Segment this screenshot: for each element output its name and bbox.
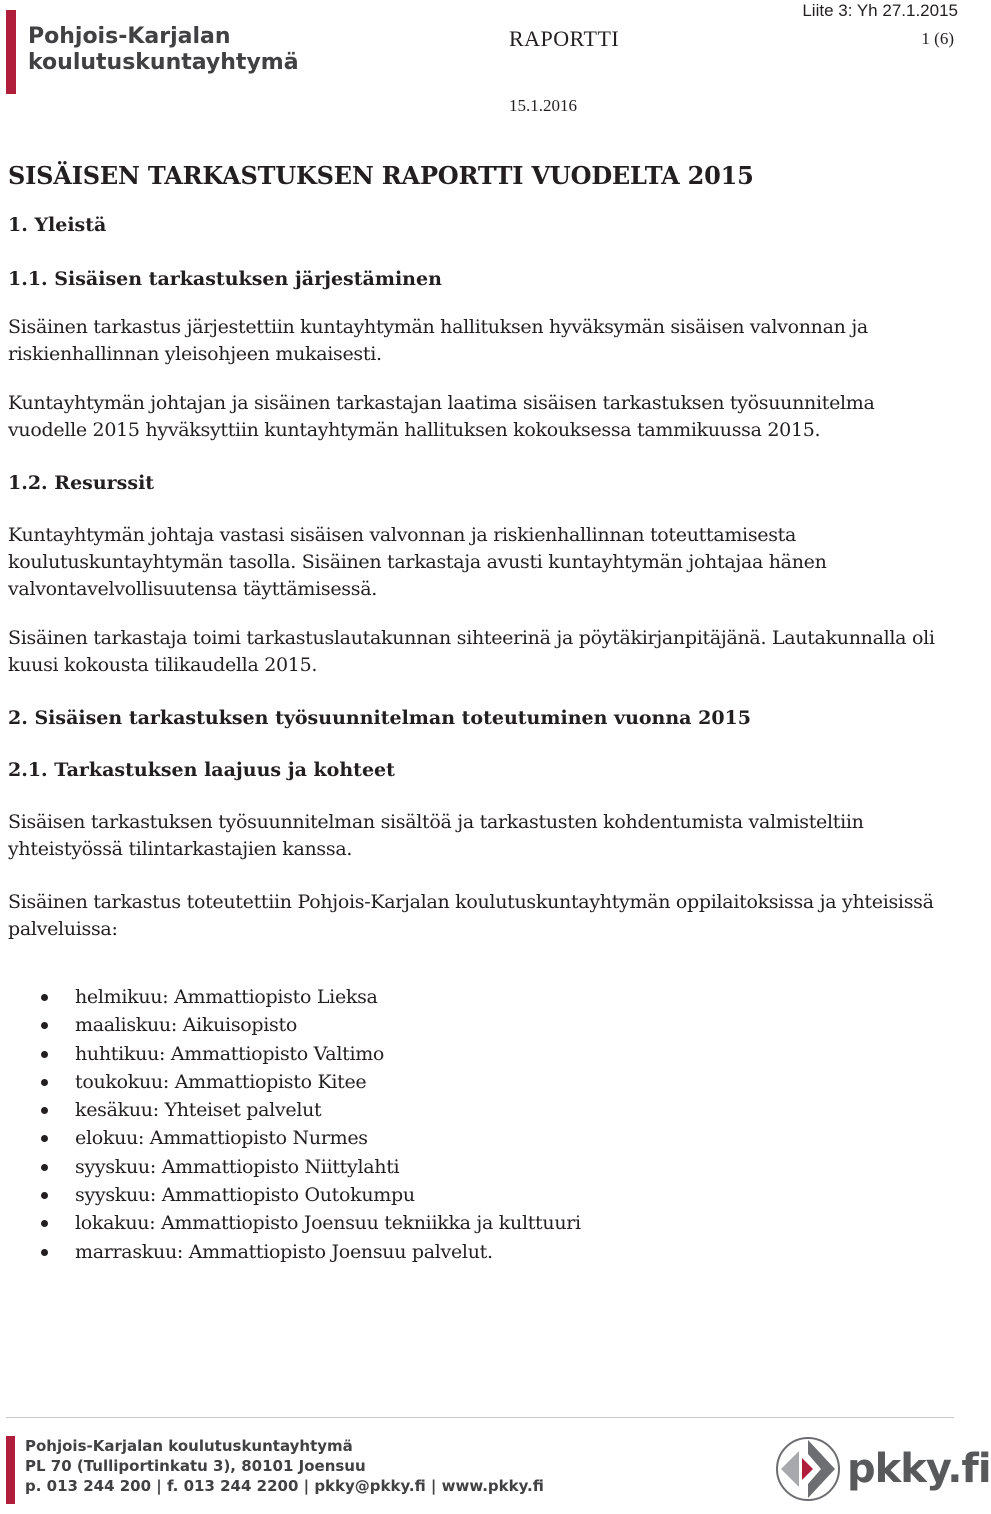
section-1-1-paragraph-1: Sisäinen tarkastus järjestettiin kuntayhtymän hallituksen hyväksymän sisäisen valvonnan ja riskienhallinnan yleisohjeen mukaisesti. (8, 316, 868, 365)
organization-logo (6, 10, 299, 94)
footer-divider (6, 1417, 954, 1418)
pkky-brand-text: pkky.fi (847, 1446, 991, 1492)
attachment-label: Liite 3: Yh 27.1.2015 (802, 1, 958, 20)
list-item: elokuu: Ammattiopisto Nurmes (8, 1124, 954, 1152)
list-item: syyskuu: Ammattiopisto Niittylahti (8, 1153, 954, 1181)
document-date: 15.1.2016 (509, 96, 577, 115)
footer-red-bar (6, 1436, 15, 1504)
page-number: 1 (6) (921, 29, 954, 48)
section-2-heading: 2. Sisäisen tarkastuksen työsuunnitelman toteutuminen vuonna 2015 (8, 707, 751, 729)
section-1-1-heading: 1.1. Sisäisen tarkastuksen järjestäminen (8, 268, 442, 290)
list-item: huhtikuu: Ammattiopisto Valtimo (8, 1040, 954, 1068)
list-item: toukokuu: Ammattiopisto Kitee (8, 1068, 954, 1096)
document-body (8, 160, 954, 1266)
section-1-2-paragraph-1: Kuntayhtymän johtaja vastasi sisäisen valvonnan ja riskienhallinnan toteuttamisesta koulutuskuntayhtymän tasolla. Sisäinen tarkastaja avusti kuntayhtymän johtajaa hänen valvontavelvollisuutensa täyttämisessä. (8, 524, 827, 600)
logo-line-2: koulutuskuntayhtymä (28, 50, 299, 75)
list-item: syyskuu: Ammattiopisto Outokumpu (8, 1181, 954, 1209)
logo-red-bar (6, 10, 16, 94)
pkky-brand (775, 1436, 991, 1502)
list-item: kesäkuu: Yhteiset palvelut (8, 1096, 954, 1124)
list-item: helmikuu: Ammattiopisto Lieksa (8, 983, 954, 1011)
section-1-1-paragraph-2: Kuntayhtymän johtajan ja sisäinen tarkastajan laatima sisäisen tarkastuksen työsuunnitelma vuodelle 2015 hyväksyttiin kuntayhtymän hallituksen kokouksessa tammikuussa 2015. (8, 392, 875, 441)
document-title: SISÄISEN TARKASTUKSEN RAPORTTI VUODELTA 2015 (8, 161, 754, 190)
section-2-1-heading: 2.1. Tarkastuksen laajuus ja kohteet (8, 759, 395, 781)
report-type: RAPORTTI (509, 26, 620, 51)
section-1-heading: 1. Yleistä (8, 214, 107, 236)
section-2-1-paragraph-2: Sisäinen tarkastus toteutettiin Pohjois-Karjalan koulutuskuntayhtymän oppilaitoksissa ja yhteisissä palveluissa: (8, 891, 934, 940)
list-item: lokakuu: Ammattiopisto Joensuu tekniikka ja kulttuuri (8, 1209, 954, 1237)
section-2-1-paragraph-1: Sisäisen tarkastuksen työsuunnitelman sisältöä ja tarkastusten kohdentumista valmisteltiin yhteistyössä tilintarkastajien kanssa. (8, 811, 864, 860)
footer-text (25, 1436, 544, 1504)
list-item: maaliskuu: Aikuisopisto (8, 1011, 954, 1039)
footer-contact (6, 1436, 544, 1504)
list-item: marraskuu: Ammattiopisto Joensuu palvelut. (8, 1238, 954, 1266)
logo-line-1: Pohjois-Karjalan (28, 24, 231, 49)
footer-phone-email-web: p. 013 244 200 | f. 013 244 2200 | pkky@pkky.fi | www.pkky.fi (25, 1477, 544, 1495)
pkky-arrow-logo-icon (775, 1436, 841, 1502)
section-1-2-paragraph-2: Sisäinen tarkastaja toimi tarkastuslautakunnan sihteerinä ja pöytäkirjanpitäjänä. Lautakunnalla oli kuusi kokousta tilikaudella 2015. (8, 627, 935, 676)
footer-organization: Pohjois-Karjalan koulutuskuntayhtymä (25, 1437, 353, 1455)
footer-address: PL 70 (Tulliportinkatu 3), 80101 Joensuu (25, 1457, 366, 1475)
audit-schedule-list (8, 983, 954, 1266)
logo-text (28, 24, 299, 76)
section-1-2-heading: 1.2. Resurssit (8, 472, 155, 494)
